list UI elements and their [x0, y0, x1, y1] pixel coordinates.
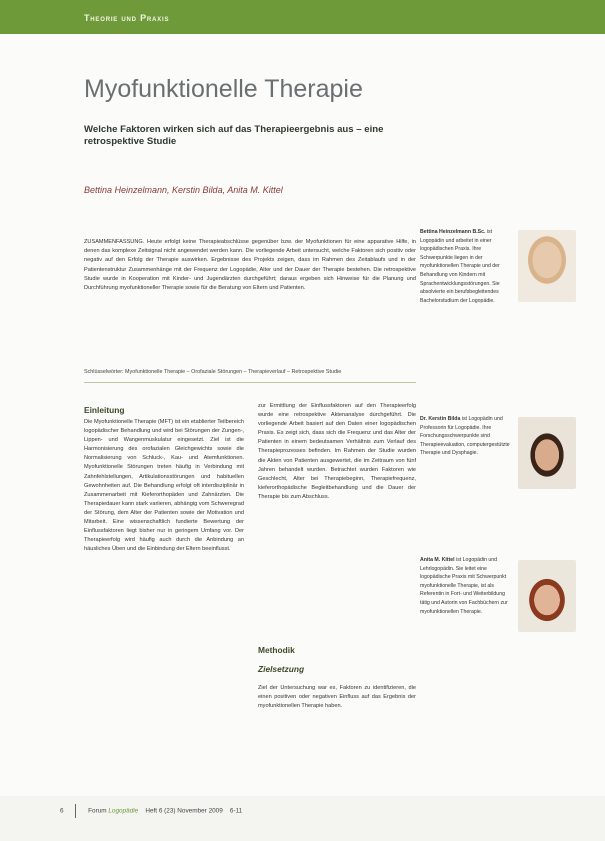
author-photo-1: [518, 230, 576, 302]
heading-einleitung: Einleitung: [84, 405, 125, 415]
heading-zielsetzung: Zielsetzung: [258, 664, 305, 674]
section-header-bar: [0, 0, 605, 34]
author-bio-2-name: Dr. Kerstin Bilda: [420, 416, 461, 422]
issue-info: Heft 6 (23) November 2009: [145, 807, 223, 815]
divider: [84, 382, 416, 383]
keywords: Schlüsselwörter: Myofunktionelle Therapie – Orofaziale Störungen – Therapieverlauf – Retrospektive Studie: [84, 369, 342, 375]
author-bio-1-name: Bettina Heinzelmann B.Sc.: [420, 229, 486, 235]
article-subtitle: Welche Faktoren wirken sich auf das Therapieergebnis aus – eine retrospektive Studie: [84, 124, 384, 147]
page-number: 6: [60, 807, 64, 815]
author-bio-2: [420, 415, 514, 458]
body-column-1: Die Myofunktionelle Therapie (MFT) ist ein etablierter Teilbereich logopädischer Behandlung und wird bei Störungen der Zungen-, Lippen- und Wangenmuskulatur eingesetzt. Ziel ist die Harmonisierung des orofazialen Gleichgewichts sowie die Normalisierung von Schluck-, Kau- und Atemfunktionen. Myofunktionelle Störungen treten häufig in Verbindung mit Zahnfehlstellungen, Artikulationsstörungen und habituellen Gewohnheiten auf. Die Behandlung erfolgt oft interdisziplinär in Zusammenarbeit mit Kieferorthopäden und Zahnärzten. Die Therapiedauer kann stark variieren, abhängig vom Schweregrad der Störung, dem Alter der Patienten sowie der Motivation und Mitarbeit. Eine wissenschaftlich fundierte Bewertung der Einflussfaktoren liegt bisher nur in geringem Umfang vor. Der Therapieerfolg wird häufig auch durch die Anbindung an häusliches Üben und die Einbindung der Eltern beeinflusst.: [84, 419, 244, 553]
author-bio-1-text: ist Logopädin und arbeitet in einer logopädischen Praxis. Ihre Schwerpunkte liegen in der myofunktionellen Therapie und der Behandlung von Kindern mit Sprachentwicklungsstörungen. Sie absolvierte ein berufsbegleitendes Bachelorstudium der Logopädie.: [420, 229, 500, 304]
body-column-2-cont: Ziel der Untersuchung war es, Faktoren zu identifizieren, die einen positiven oder negativen Einfluss auf das Ergebnis der myofunktionellen Therapie haben.: [258, 685, 416, 710]
author-bio-2-text: ist Logopädin und Professorin für Logopädie. Ihre Forschungsschwerpunkte sind Therapieevaluation, computergestützte Therapie und Dysphagie.: [420, 416, 510, 457]
section-label: Theorie und Praxis: [84, 13, 170, 23]
author-bio-3-text: ist Logopädin und Lehrlogopädin. Sie leitet eine logopädische Praxis mit Schwerpunkt myofunktionelle Therapie, ist als Referentin in Fort- und Weiterbildung tätig und Autorin von Fachbüchern zur myofunktionellen Therapie.: [420, 557, 508, 615]
body-column-2: zur Ermittlung der Einflussfaktoren auf den Therapieerfolg wurde eine retrospektive Aktenanalyse durchgeführt. Die vorliegende Arbeit basiert auf den Daten einer logopädischen Praxis. Es zeigt sich, dass sich die Frequenz und das Alter der Patienten in einem bedeutsamen Verhältnis zum Verlauf des Therapieprozesses befinden. Im Rahmen der Studie wurden die Akten von Patienten ausgewertet, die im Zeitraum von fünf Jahren behandelt wurden. Betrachtet wurden Faktoren wie Geschlecht, Alter bei Therapiebeginn, Therapiefrequenz, kieferorthopädische Begleitbehandlung und die Dauer der Therapie bis zum Abschluss.: [258, 403, 416, 500]
abstract-text: ZUSAMMENFASSUNG. Heute erfolgt keine Therapieabschlüsse gegenüber bzw. der Myofunktionen für eine apparative Hilfe, in denen das komplexe Zeitsignal nicht angewendet werden kann. Die vorliegende Arbeit untersucht, welche Faktoren sich positiv oder negativ auf den Erfolg der Therapie auswirken. Ergebnisse des Projekts zeigen, dass im Rahmen des Zeitablaufs und in der Patientenstruktur Zusammenhänge mit der Frequenz der Logopädie, Alter und der Dauer der Therapie bestehen. Die retrospektive Studie wurde in Kooperation mit Kinder- und Jugendärzten durchgeführt; daraus ergeben sich Hinweise für die Planung und Durchführung myofunktioneller Therapie sowie für die Beratung von Eltern und Patienten.: [84, 239, 416, 292]
footer-separator: [75, 804, 76, 818]
page-footer: [60, 804, 242, 818]
page-range: 6-11: [229, 807, 243, 815]
author-photo-3: [518, 560, 576, 632]
magazine-prefix: Forum: [88, 807, 107, 815]
author-bio-3-name: Anita M. Kittel: [420, 557, 455, 563]
author-photo-2: [518, 417, 576, 489]
magazine-name: Logopädie: [108, 807, 139, 815]
article-title: Myofunktionelle Therapie: [84, 75, 363, 103]
heading-methodik: Methodik: [258, 645, 295, 655]
article-authors: Bettina Heinzelmann, Kerstin Bilda, Anita M. Kittel: [84, 185, 283, 195]
footer-bar: [0, 796, 605, 841]
author-bio-3: [420, 556, 514, 616]
author-bio-1: [420, 228, 514, 305]
